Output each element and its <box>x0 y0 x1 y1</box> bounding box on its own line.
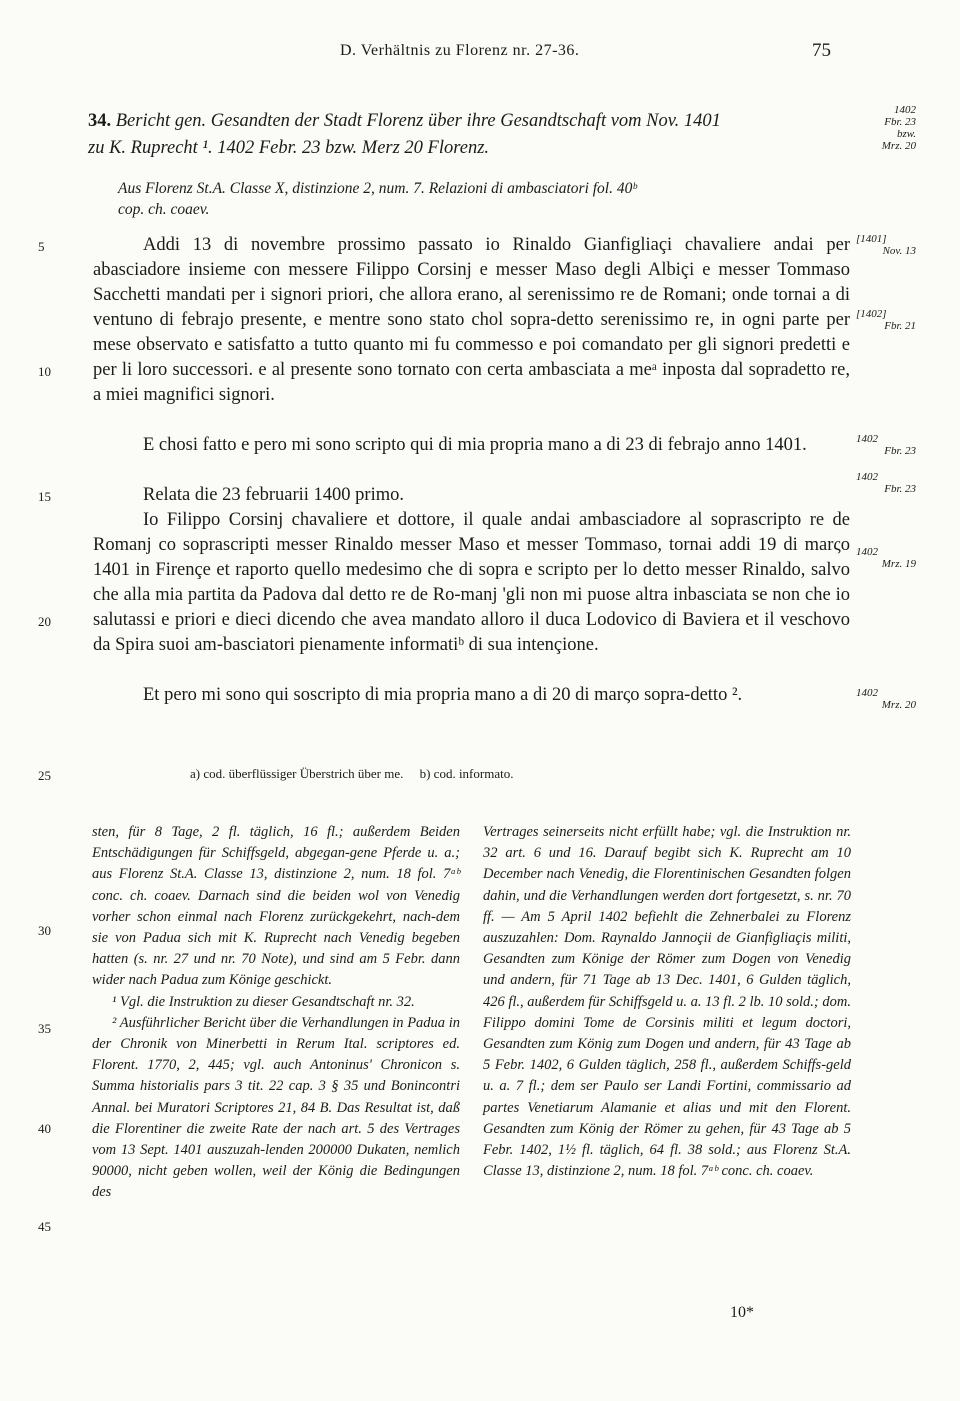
report-paragraph-5: Et pero mi sono qui soscripto di mia propria mano a di 20 di marςo sopra-detto ². <box>143 685 743 705</box>
source-line-2: cop. ch. coaev. <box>118 201 210 218</box>
line-number: 40 <box>38 1121 51 1136</box>
footnotes-right-column <box>483 822 851 1182</box>
page-number: 75 <box>812 40 831 61</box>
source-line-1: Aus Florenz St.A. Classe X, distinzione 2, num. 7. Relazioni di ambasciatori fol. 40ᵇ <box>118 180 637 197</box>
title-line-1: Bericht gen. Gesandten der Stadt Florenz über ihre Gesandtschaft vom Nov. 1401 <box>115 111 721 131</box>
signature-mark: 10* <box>730 1304 754 1321</box>
document-number: 34. <box>88 111 112 131</box>
line-number: 15 <box>38 489 51 504</box>
footnote-continuation: sten, für 8 Tage, 2 fl. täglich, 16 fl.; außerdem Beiden Entschädigungen für Schiffsgeld, abgegan-gene Pferde u. a.; aus Florenz St.A. Classe 13, distinzione 2, num. 18 fol. 7ᵃᵇ conc. ch. coaev. Darnach sind die beiden wol von Venedig vorher schon einmal nach Florenz zurückgekehrt, nach-dem sie von Padua sich mit K. Ruprecht nach Venedig begeben hatten (s. nr. 27 und nr. 70 Note), und sind am 5 Febr. dann wider nach Padua zum Könige geschickt. <box>92 824 460 989</box>
source-citation <box>118 178 637 220</box>
title-line-2: zu K. Ruprecht ¹. 1402 Febr. 23 bzw. Merz 20 Florenz. <box>88 138 490 158</box>
line-number: 10 <box>38 364 51 379</box>
critical-apparatus <box>190 766 513 782</box>
apparatus-note-b: b) cod. informato. <box>419 766 514 781</box>
report-paragraph-3: Relata die 23 februarii 1400 primo. <box>143 485 404 505</box>
margin-date-note: [1402] Fbr. 21 <box>856 308 916 332</box>
line-number: 25 <box>38 768 51 783</box>
margin-date-note: 1402 Mrz. 19 <box>856 546 916 570</box>
report-paragraph-1: Addi 13 di novembre prossimo passato io Rinaldo Gianfigliaçi chavaliere andai per abasciadore insieme con messere Filippo Corsinj e messer Maso degli Albiçi e messer Tommaso Sacchetti mandati per i signori priori, che allora erano, al serenissimo re de Romani; onde tornai a di ventuno di febrajo presente, e mentre sono stato chol sopra-detto serenissimo re, in ogni parte per mese observato e satisfatto a tutto quanto mi fu commesso e poi comandato per gli signori predetti e per li loro successori. e al presente sono tornato con certa ambasciata a meᵃ inposta dal sopradetto re, a miei magnifici signori. <box>93 235 850 405</box>
line-number: 30 <box>38 923 51 938</box>
line-number: 35 <box>38 1021 51 1036</box>
margin-date-note: 1402 Fbr. 23 <box>856 433 916 457</box>
line-number: 5 <box>38 239 45 254</box>
apparatus-note-a: a) cod. überflüssiger Überstrich über me. <box>190 766 404 781</box>
footnote-2-continuation: Vertrages seinerseits nicht erfüllt habe; vgl. die Instruktion nr. 32 art. 6 und 16. Darauf begibt sich K. Ruprecht am 10 December nach Venedig, die Florentinischen Gesandten folgen dahin, und die Verhandlungen werden dort fortgesetzt, s. nr. 70 ff. — Am 5 April 1402 befiehlt die Zehnerbalei zu Florenz auszuzahlen: Dom. Raynaldo Jannoçii de Gianfigliaçis militi, Gesandten zum Könige der Römer zum Dogen von Venedig und andern, für 71 Tage ab 13 Dec. 1401, 6 Gulden täglich, 426 fl., außerdem für Schiffsgeld u. a. 13 fl. 2 lb. 10 sold.; dom. Filippo domini Tome de Corsinis militi et legum doctori, Gesandten zum König zum Dogen und andern, für 43 Tage ab 5 Febr. 1402, 6 Gulden täglich, 258 fl., außerdem Schiffs-geld u. a. 7 fl.; dem ser Paulo ser Landi Fortini, commissario ad partes Venetiarum Alamanie et alias und mit den Florent. Gesandten zum König der Römer zu gehen, für 43 Tage ab 5 Febr. 1402, 1½ fl. täglich, 64 fl. 38 sold.; aus Florenz St.A. Classe 13, distinzione 2, num. 18 fol. 7ᵃᵇ conc. ch. coaev. <box>483 824 851 1180</box>
report-paragraph-2: E chosi fatto e pero mi sono scripto qui di mia propria mano a di 23 di febrajo anno 1401. <box>143 435 807 455</box>
footnote-2: ² Ausführlicher Bericht über die Verhandlungen in Padua in der Chronik von Minerbetti in Rerum Ital. scriptores ed. Florent. 1770, 2, 445; vgl. auch Antoninus' Chronicon s. Summa historialis pars 3 tit. 22 cap. 3 § 35 und Bonincontri Annal. bei Muratori Scriptores 21, 84 B. Das Resultat ist, daß die Florentiner die zweite Rate der nach art. 5 des Vertrages vom 13 Sept. 1401 auszuzah-lenden 200000 Dukaten, nemlich 90000, nicht geben wollen, weil der König die Bedingungen des <box>92 1014 460 1201</box>
margin-date-note: [1401] Nov. 13 <box>856 233 916 257</box>
margin-date-note: 1402 Mrz. 20 <box>856 687 916 711</box>
footnote-1: ¹ Vgl. die Instruktion zu dieser Gesandtschaft nr. 32. <box>112 993 415 1010</box>
margin-date-note: 1402 Fbr. 23 <box>856 471 916 495</box>
line-number: 20 <box>38 614 51 629</box>
report-paragraph-4: Io Filippo Corsinj chavaliere et dottore, il quale andai ambasciadore al soprascripto re de Romanj co soprascripti messer Rinaldo messer Maso et messer Tommaso, tornai addi 19 di marςo 1401 in Firençe et raporto quello medesimo che di sopra e scripto per lo detto messer Rinaldo, salvo che alla mia partita da Padova dal detto re de Ro-manj 'gli non mi puose altra inbasciata se non che io salutassi e priori e dieci dicendo che avea mandato alloro il duca Lodovico di Baviera et il veschovo da Spira suoi am-basciatori pienamente informatiᵇ di sua intençione. <box>93 510 850 655</box>
running-header: D. Verhältnis zu Florenz nr. 27-36. <box>340 42 580 59</box>
footnotes-left-column <box>92 822 460 1204</box>
document-title <box>88 108 848 162</box>
title-date-margin: 1402 Fbr. 23 bzw. Mrz. 20 <box>881 104 916 152</box>
line-number: 45 <box>38 1219 51 1234</box>
